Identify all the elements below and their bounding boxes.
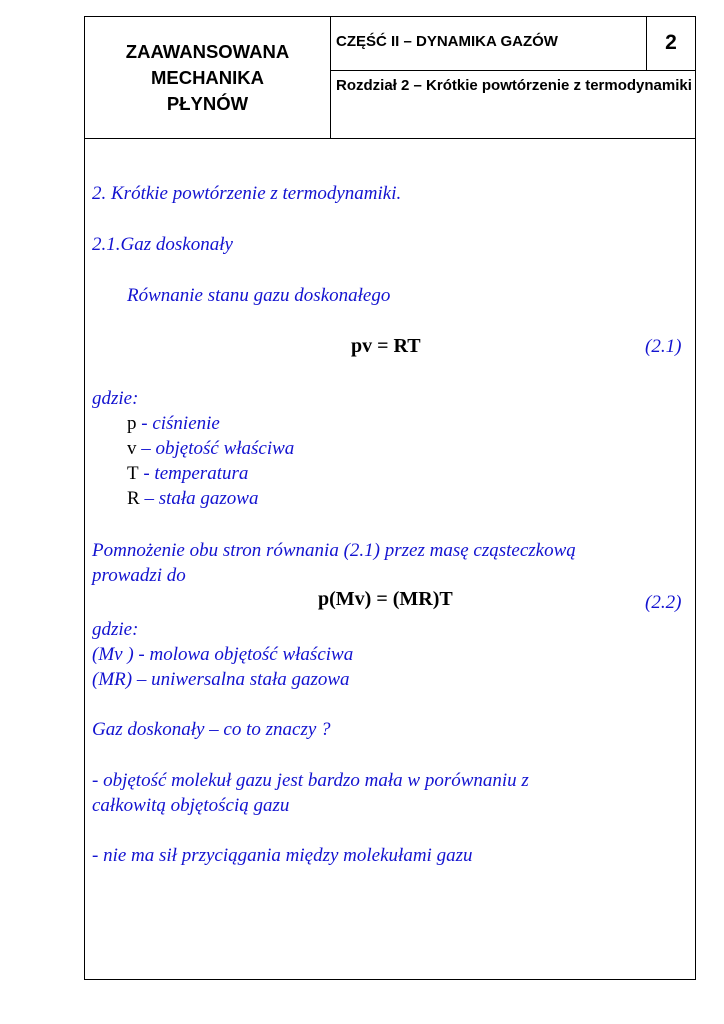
page-number-cell: 2 [647, 17, 695, 71]
definition-text: - ciśnienie [136, 413, 220, 434]
subsection-heading: 2.1.Gaz doskonały [92, 234, 233, 255]
question-text: Gaz doskonały – co to znaczy ? [92, 719, 331, 740]
definition-item [127, 487, 258, 511]
multiply-text-line-2: prowadzi do [92, 565, 186, 586]
definition-2-item: (Mv ) - molowa objętość właściwa [92, 644, 354, 665]
point-1-line-2: całkowitą objętością gazu [92, 795, 290, 816]
definition-item [127, 462, 248, 486]
definition-item [127, 437, 294, 461]
point-1-line-1: - objętość molekuł gazu jest bardzo mała w porównaniu z [92, 770, 529, 791]
equation-1-number: (2.1) [645, 336, 682, 357]
subject-title-line: ZAAWANSOWANA [125, 40, 290, 62]
subject-title-line: PŁYNÓW [166, 92, 249, 114]
multiply-text-line-1: Pomnożenie obu stron równania (2.1) przez masę cząsteczkową [92, 540, 576, 561]
part-title-cell: CZĘŚĆ II – DYNAMIKA GAZÓW [331, 17, 647, 71]
where-label-1: gdzie: [92, 388, 139, 409]
definition-symbol: p [127, 413, 137, 434]
chapter-title-cell: Rozdział 2 – Krótkie powtórzenie z termodynamiki [331, 71, 695, 139]
equation-2-number: (2.2) [645, 592, 682, 613]
point-2: - nie ma sił przyciągania między molekułami gazu [92, 845, 473, 866]
subject-title-line: MECHANIKA [150, 66, 265, 88]
equation-2: p(Mv) = (MR)T [318, 588, 453, 610]
definition-symbol: v [127, 438, 137, 459]
definition-item [127, 412, 220, 436]
definition-symbol: R [127, 488, 140, 509]
where-label-2: gdzie: [92, 619, 139, 640]
definition-text: – stała gazowa [139, 488, 259, 509]
state-equation-heading: Równanie stanu gazu doskonałego [127, 285, 391, 306]
definition-2-item: (MR) – uniwersalna stała gazowa [92, 669, 350, 690]
definition-text: – objętość właściwa [136, 438, 295, 459]
equation-1: pv = RT [351, 335, 421, 357]
section-heading: 2. Krótkie powtórzenie z termodynamiki. [92, 183, 402, 204]
subject-title-cell [85, 17, 331, 139]
definition-text: - temperatura [138, 463, 249, 484]
definition-symbol: T [127, 463, 139, 484]
